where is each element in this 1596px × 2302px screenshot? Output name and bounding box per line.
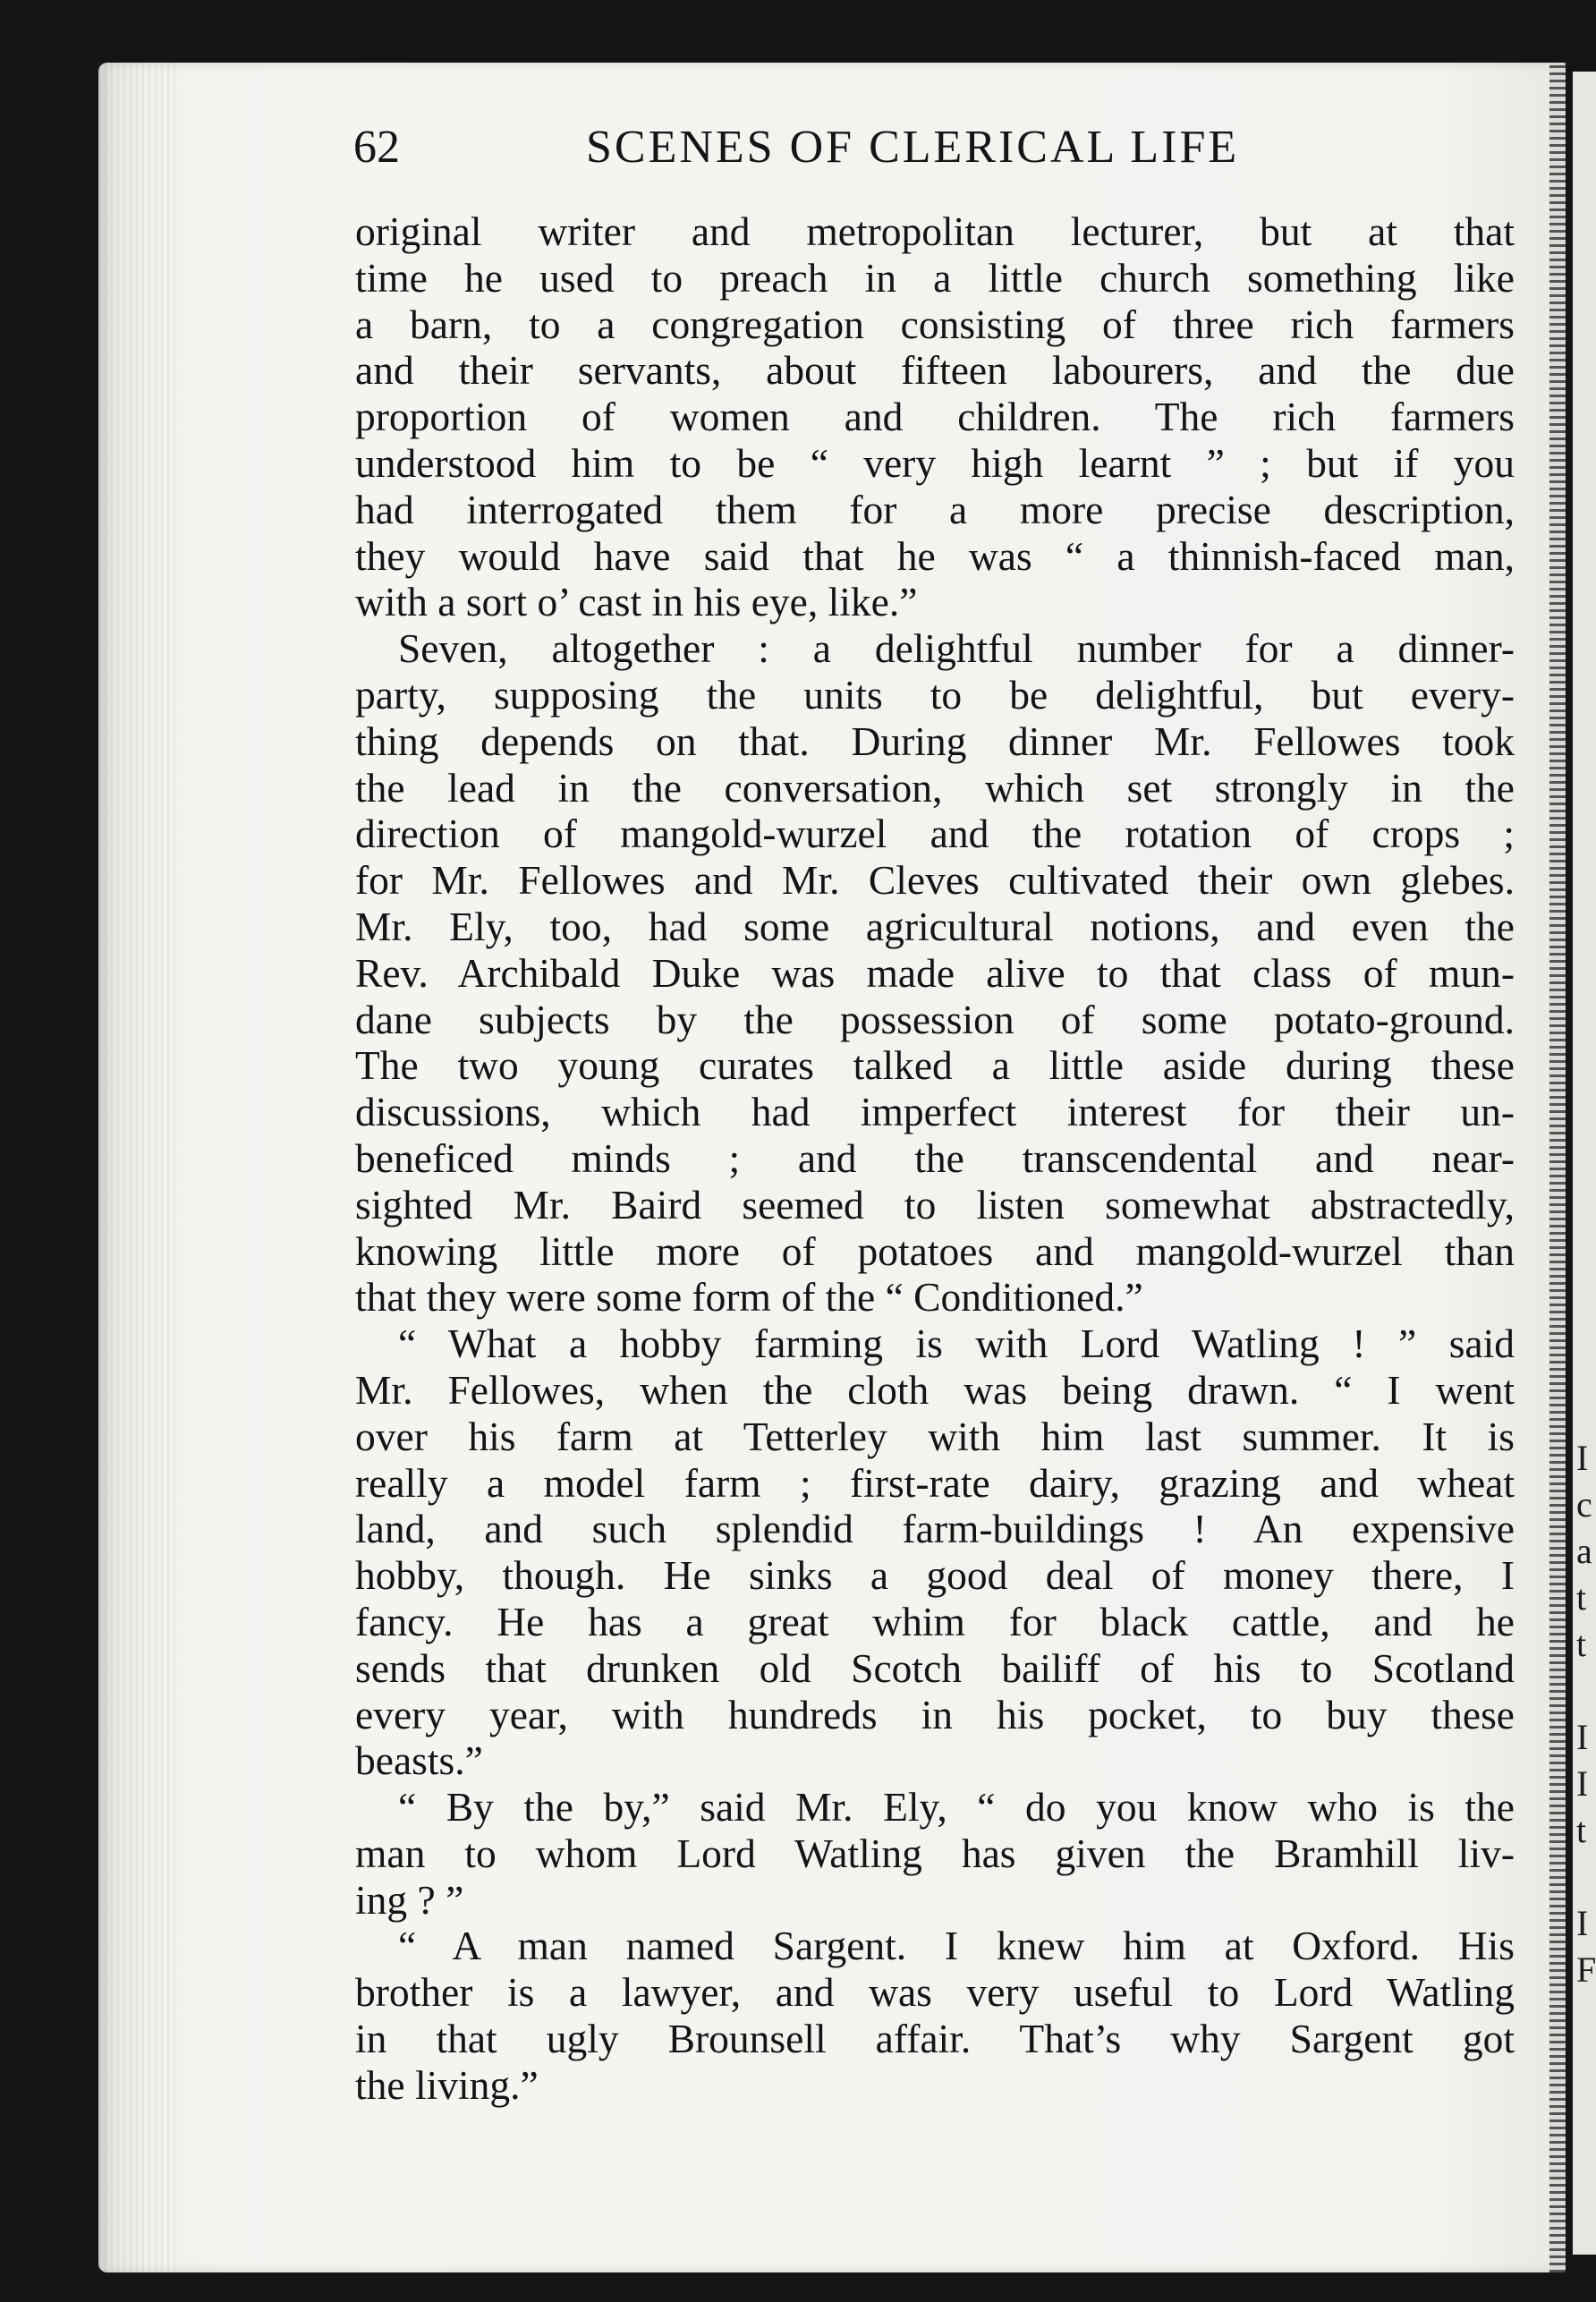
adjacent-page-letter: t [1576,1810,1587,1850]
page-number: 62 [353,122,400,173]
text-line: original writer and metropolitan lecturer, but at that [355,208,1515,254]
adjacent-page-letter: c [1576,1484,1592,1525]
adjacent-page-letter: a [1576,1531,1592,1571]
text-line: thing depends on that. During dinner Mr. Fellowes took [355,718,1515,764]
page-fore-edge [1549,63,1566,2272]
text-line: knowing little more of potatoes and mangold-wurzel than [355,1227,1515,1274]
text-line: the lead in the conversation, which set strongly in the [355,764,1515,811]
adjacent-page-letter: I [1576,1763,1589,1804]
text-line: ing ? ” [355,1876,464,1923]
text-line: party, supposing the units to be delightful, but every- [355,671,1515,718]
text-line: every year, with hundreds in his pocket, to buy these [355,1691,1515,1737]
text-line: and their servants, about fifteen labourers, and the due [355,347,1515,394]
text-line: understood him to be “ very high learnt ” ; but if you [355,439,1515,486]
text-line: time he used to preach in a little church something like [355,254,1515,301]
adjacent-page-letter: I [1576,1717,1589,1757]
text-line: land, and such splendid farm-buildings ! An expensive [355,1506,1515,1552]
text-line: really a model farm ; first-rate dairy, grazing and wheat [355,1459,1515,1506]
text-line: in that ugly Brounsell affair. That’s why Sargent got [355,2016,1515,2062]
text-line: that they were some form of the “ Conditioned.” [355,1274,1143,1321]
text-line: Mr. Ely, too, had some agricultural notions, and even the [355,903,1515,949]
text-line: Seven, altogether : a delightful number for a dinner- [398,625,1515,672]
adjacent-page-letter: I [1576,1903,1589,1943]
text-line: sighted Mr. Baird seemed to listen somewhat abstractedly, [355,1181,1515,1227]
text-line: hobby, though. He sinks a good deal of money there, I [355,1552,1515,1599]
page-header [353,121,1516,174]
text-line: “ A man named Sargent. I knew him at Oxford. His [398,1923,1515,1969]
text-line: they would have said that he was “ a thinnish-faced man, [355,532,1515,579]
text-line: fancy. He has a great whim for black cattle, and he [355,1598,1515,1644]
adjacent-page-letter: F [1576,1949,1596,1990]
text-line: a barn, to a congregation consisting of three rich farmers [355,301,1515,347]
running-head: SCENES OF CLERICAL LIFE [586,122,1240,173]
adjacent-page-letter: t [1576,1624,1587,1664]
text-line: man to whom Lord Watling has given the Bramhill liv- [355,1830,1515,1876]
text-line: dane subjects by the possession of some potato-ground. [355,996,1515,1042]
text-line: direction of mangold-wurzel and the rotation of crops ; [355,811,1515,857]
text-line: had interrogated them for a more precise description, [355,486,1515,532]
text-line: over his farm at Tetterley with him last summer. It is [355,1413,1515,1459]
adjacent-page-letter: I [1576,1438,1589,1478]
text-line: for Mr. Fellowes and Mr. Cleves cultivated their own glebes. [355,857,1515,904]
text-line: Rev. Archibald Duke was made alive to that class of mun- [355,949,1515,996]
text-line: sends that drunken old Scotch bailiff of his to Scotland [355,1644,1515,1691]
text-line: beasts.” [355,1737,483,1784]
text-line: discussions, which had imperfect interest for their un- [355,1089,1515,1135]
text-line: “ What a hobby farming is with Lord Watling ! ” said [398,1321,1515,1367]
text-line: beneficed minds ; and the transcendental and near- [355,1134,1515,1181]
text-line: brother is a lawyer, and was very useful to Lord Watling [355,1969,1515,2016]
text-line: with a sort o’ cast in his eye, like.” [355,579,918,625]
text-line: “ By the by,” said Mr. Ely, “ do you know who is the [398,1784,1515,1831]
page-gutter [98,63,179,2272]
body-text [355,208,1515,2109]
adjacent-page-letter: t [1576,1577,1587,1618]
text-line: the living.” [355,2061,539,2108]
text-line: proportion of women and children. The rich farmers [355,394,1515,440]
text-line: The two young curates talked a little aside during these [355,1042,1515,1089]
text-line: Mr. Fellowes, when the cloth was being drawn. “ I went [355,1366,1515,1413]
